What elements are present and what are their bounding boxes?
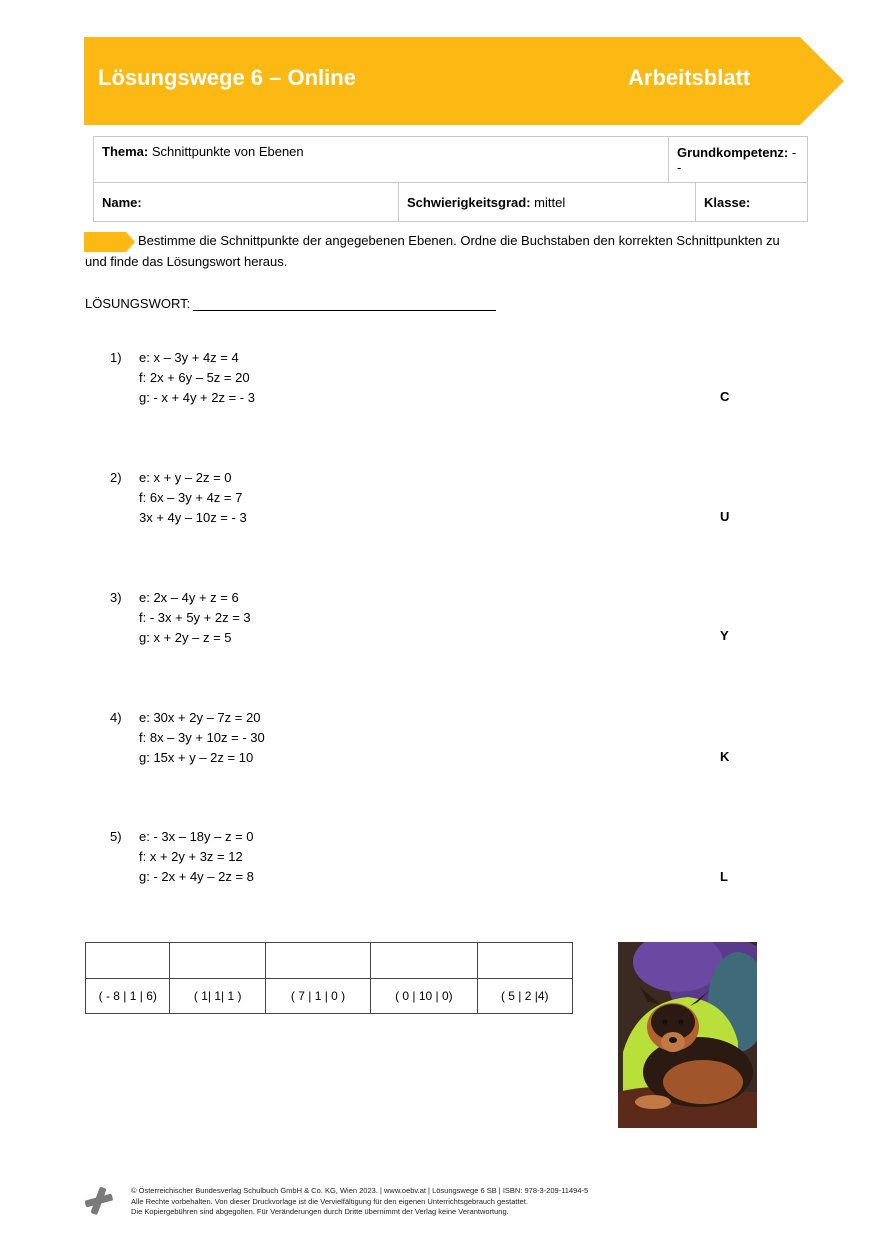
schwierigkeit-label: Schwierigkeitsgrad:	[407, 194, 531, 210]
info-table	[93, 136, 808, 222]
problem-2-letter: U	[720, 509, 730, 524]
answer-point: ( 0 | 10 | 0)	[371, 979, 477, 1014]
equation-g: g: x + 2y – z = 5	[139, 630, 232, 645]
kompetenz-value: --	[677, 144, 797, 175]
problem-number: 5)	[110, 829, 122, 844]
name-label: Name:	[102, 194, 142, 210]
footer-line-2: Alle Rechte vorbehalten. Von dieser Druckvorlage ist die Vervielfältigung für den eigenen Unterrichtsgebrauch gestattet.	[131, 1196, 528, 1206]
answer-letter-cell[interactable]	[265, 943, 370, 979]
equation-g: g: 15x + y – 2z = 10	[139, 750, 254, 765]
dog-illustration	[618, 942, 757, 1128]
equation-g: 3x + 4y – 10z = - 3	[139, 510, 247, 525]
answer-letter-cell[interactable]	[371, 943, 477, 979]
kompetenz-label: Grundkompetenz:	[677, 144, 789, 160]
header-banner	[84, 37, 844, 125]
problem-number: 4)	[110, 710, 122, 725]
answer-point: ( - 8 | 1 | 6)	[86, 979, 170, 1014]
publisher-logo-icon	[84, 1186, 114, 1216]
equation-g: g: - 2x + 4y – 2z = 8	[139, 869, 254, 884]
name-cell	[94, 183, 399, 222]
task-instruction-line2: und finde das Lösungswort heraus.	[85, 254, 288, 269]
dog-photo	[618, 942, 757, 1128]
answer-point: ( 5 | 2 |4)	[477, 979, 572, 1014]
document-type: Arbeitsblatt	[628, 65, 751, 90]
thema-label: Thema:	[102, 144, 149, 159]
answer-point: ( 7 | 1 | 0 )	[265, 979, 370, 1014]
answer-letter-cell[interactable]	[170, 943, 265, 979]
klasse-cell	[696, 183, 808, 222]
equation-g: g: - x + 4y + 2z = - 3	[139, 390, 255, 405]
answer-point: ( 1| 1| 1 )	[170, 979, 265, 1014]
problem-5-letter: L	[720, 869, 728, 884]
equation-e: e: 30x + 2y – 7z = 20	[139, 710, 261, 725]
equation-f: f: 2x + 6y – 5z = 20	[139, 370, 250, 385]
footer-line-1: © Österreichischer Bundesverlag Schulbuch GmbH & Co. KG, Wien 2023. | www.oebv.at | Lösungswege 6 SB | ISBN: 978-3-209-11494-5	[131, 1186, 589, 1195]
problem-number: 1)	[110, 350, 122, 365]
equation-e: e: - 3x – 18y – z = 0	[139, 829, 254, 844]
thema-value: Schnittpunkte von Ebenen	[151, 144, 304, 159]
footer-copyright	[131, 1186, 588, 1218]
solution-blank[interactable]	[193, 295, 496, 311]
equation-e: e: x – 3y + 4z = 4	[139, 350, 239, 365]
task-arrow-icon	[84, 232, 136, 252]
schwierigkeit-cell	[399, 183, 696, 222]
equation-f: f: 6x – 3y + 4z = 7	[139, 490, 243, 505]
kompetenz-cell	[669, 137, 808, 183]
equation-f: f: x + 2y + 3z = 12	[139, 849, 243, 864]
problem-3-letter: Y	[720, 628, 729, 643]
footer-line-3: Die Kopiergebühren sind abgegolten. Für Veränderungen durch Dritte übernimmt der Verlag keine Verantwortung.	[131, 1207, 509, 1216]
solution-label: LÖSUNGSWORT:	[85, 296, 191, 311]
page-title: Lösungswege 6 – Online	[98, 65, 356, 90]
problem-number: 2)	[110, 470, 122, 485]
answer-letter-cell[interactable]	[86, 943, 170, 979]
equation-f: f: - 3x + 5y + 2z = 3	[139, 610, 251, 625]
schwierigkeit-value: mittel	[534, 194, 566, 210]
problem-number: 3)	[110, 590, 122, 605]
answer-letter-cell[interactable]	[477, 943, 572, 979]
thema-cell	[94, 137, 669, 183]
task-instruction-line1: Bestimme die Schnittpunkte der angegebenen Ebenen. Ordne die Buchstaben den korrekten Schnittpunkten zu	[138, 233, 780, 248]
equation-e: e: 2x – 4y + z = 6	[139, 590, 239, 605]
answer-table	[85, 942, 573, 1014]
problem-4-letter: K	[720, 749, 730, 764]
equation-e: e: x + y – 2z = 0	[139, 470, 232, 485]
solution-word	[85, 295, 496, 311]
equation-f: f: 8x – 3y + 10z = - 30	[139, 730, 265, 745]
klasse-label: Klasse:	[704, 194, 751, 210]
problem-1-letter: C	[720, 389, 730, 404]
